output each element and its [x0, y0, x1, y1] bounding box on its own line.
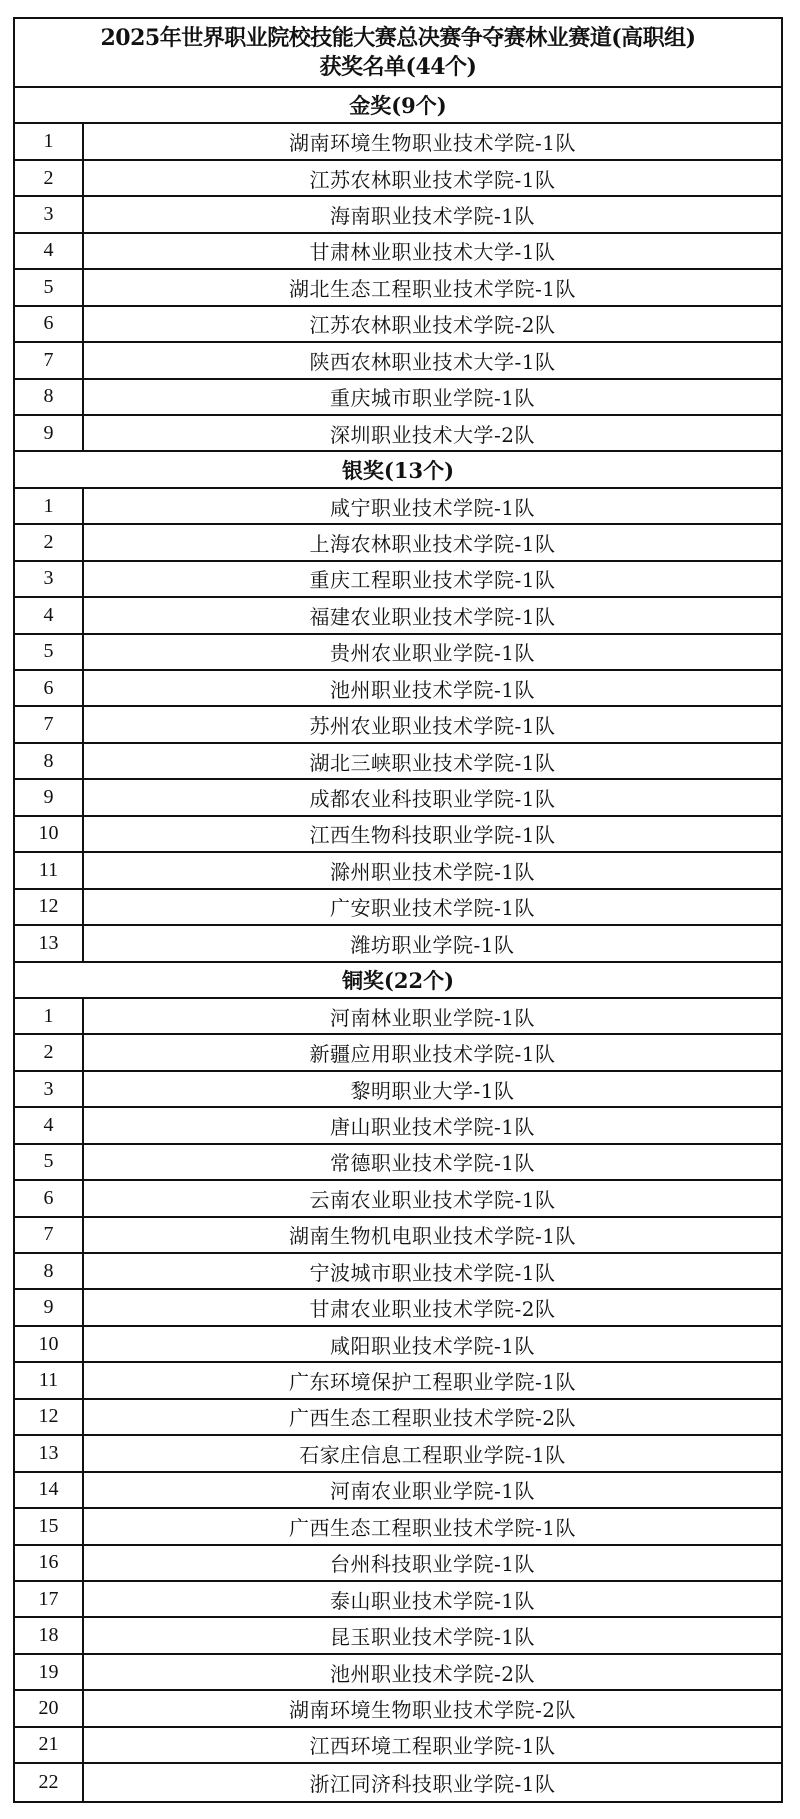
team-name: 河南林业职业学院-1队: [330, 1005, 535, 1030]
rank-number: 6: [15, 307, 84, 341]
team-name: 海南职业技术学院-1队: [330, 204, 535, 229]
table-row: [15, 744, 781, 780]
rank-number: 2: [15, 1035, 84, 1069]
rank-number: 10: [15, 1327, 84, 1361]
team-name: 唐山职业技术学院-1队: [330, 1114, 535, 1139]
rank-number: 15: [15, 1509, 84, 1543]
section-gold: [15, 88, 781, 452]
rank-number: 21: [15, 1728, 84, 1762]
team-name: 石家庄信息工程职业学院-1队: [299, 1442, 566, 1467]
team-name: 咸宁职业技术学院-1队: [330, 495, 535, 520]
rank-number: 18: [15, 1618, 84, 1652]
rank-number: 5: [15, 635, 84, 669]
team-name: 江西环境工程职业学院-1队: [309, 1734, 556, 1759]
team-name: 江苏农林职业技术学院-2队: [309, 313, 556, 338]
table-row: [15, 1618, 781, 1654]
table-row: [15, 1546, 781, 1582]
table-row: [15, 1473, 781, 1509]
team-name: 宁波城市职业技术学院-1队: [309, 1260, 556, 1285]
table-row: [15, 1728, 781, 1764]
table-row: [15, 234, 781, 270]
rank-number: 2: [15, 161, 84, 195]
table-row: [15, 416, 781, 452]
rank-number: 3: [15, 562, 84, 596]
team-name: 湖南环境生物职业技术学院-2队: [289, 1697, 576, 1722]
title-line-1: 2025年世界职业院校技能大赛总决赛争夺赛林业赛道(高职组): [100, 24, 696, 51]
table-row: [15, 525, 781, 561]
team-name: 贵州农业职业学院-1队: [330, 641, 535, 666]
table-row: [15, 562, 781, 598]
table-row: [15, 1363, 781, 1399]
team-name: 陕西农林职业技术大学-1队: [309, 349, 556, 374]
rank-number: 7: [15, 343, 84, 377]
rank-number: 7: [15, 707, 84, 741]
rank-number: 3: [15, 1072, 84, 1106]
rank-number: 16: [15, 1546, 84, 1580]
team-name: 江苏农林职业技术学院-1队: [309, 167, 556, 192]
table-row: [15, 270, 781, 306]
team-name: 重庆城市职业学院-1队: [330, 386, 535, 411]
rank-number: 17: [15, 1582, 84, 1616]
team-name: 江西生物科技职业学院-1队: [309, 823, 556, 848]
team-name: 广西生态工程职业技术学院-2队: [289, 1406, 576, 1431]
team-name: 滁州职业技术学院-1队: [330, 859, 535, 884]
team-name: 广东环境保护工程职业学院-1队: [289, 1370, 576, 1395]
rank-number: 1: [15, 124, 84, 158]
table-row: [15, 1509, 781, 1545]
table-row: [15, 635, 781, 671]
table-row: [15, 999, 781, 1035]
table-row: [15, 926, 781, 962]
team-name: 常德职业技术学院-1队: [330, 1151, 535, 1176]
rank-number: 2: [15, 525, 84, 559]
table-row: [15, 1691, 781, 1727]
team-name: 深圳职业技术大学-2队: [330, 422, 535, 447]
section-header: 金奖(9个): [15, 88, 781, 124]
section-bronze: [15, 963, 781, 1801]
table-row: [15, 197, 781, 233]
rank-number: 3: [15, 197, 84, 231]
table-row: [15, 1400, 781, 1436]
team-name: 台州科技职业学院-1队: [330, 1552, 535, 1577]
team-name: 潍坊职业学院-1队: [350, 932, 515, 957]
team-name: 黎明职业大学-1队: [350, 1078, 515, 1103]
rank-number: 4: [15, 598, 84, 632]
rank-number: 9: [15, 1290, 84, 1324]
table-row: [15, 380, 781, 416]
rank-number: 1: [15, 999, 84, 1033]
rank-number: 4: [15, 1108, 84, 1142]
section-header: 银奖(13个): [15, 452, 781, 488]
table-row: [15, 307, 781, 343]
rank-number: 5: [15, 1145, 84, 1179]
title-line-2: 获奖名单(44个): [319, 53, 477, 80]
team-name: 甘肃农业职业技术学院-2队: [309, 1297, 556, 1322]
rank-number: 8: [15, 1254, 84, 1288]
rank-number: 14: [15, 1473, 84, 1507]
team-name: 湖北生态工程职业技术学院-1队: [289, 276, 576, 301]
table-row: [15, 1108, 781, 1144]
table-row: [15, 1655, 781, 1691]
rank-number: 6: [15, 671, 84, 705]
table-row: [15, 853, 781, 889]
table-row: [15, 1436, 781, 1472]
team-name: 新疆应用职业技术学院-1队: [309, 1042, 556, 1067]
rank-number: 20: [15, 1691, 84, 1725]
team-name: 湖北三峡职业技术学院-1队: [309, 750, 556, 775]
table-row: [15, 707, 781, 743]
team-name: 湖南生物机电职业技术学院-1队: [289, 1224, 576, 1249]
section-rows: [15, 999, 781, 1801]
team-name: 苏州农业职业技术学院-1队: [309, 714, 556, 739]
rank-number: 5: [15, 270, 84, 304]
rank-number: 19: [15, 1655, 84, 1689]
table-row: [15, 598, 781, 634]
table-row: [15, 1254, 781, 1290]
section-header: 铜奖(22个): [15, 963, 781, 999]
rank-number: 10: [15, 817, 84, 851]
rank-number: 1: [15, 489, 84, 523]
rank-number: 9: [15, 780, 84, 814]
team-name: 咸阳职业技术学院-1队: [330, 1333, 535, 1358]
table-row: [15, 780, 781, 816]
table-row: [15, 1072, 781, 1108]
rank-number: 13: [15, 1436, 84, 1470]
table-row: [15, 1181, 781, 1217]
team-name: 河南农业职业学院-1队: [330, 1479, 535, 1504]
rank-number: 12: [15, 1400, 84, 1434]
table-row: [15, 1145, 781, 1181]
team-name: 湖南环境生物职业技术学院-1队: [289, 131, 576, 156]
team-name: 广安职业技术学院-1队: [330, 896, 535, 921]
team-name: 泰山职业技术学院-1队: [330, 1588, 535, 1613]
rank-number: 4: [15, 234, 84, 268]
table-row: [15, 161, 781, 197]
table-row: [15, 890, 781, 926]
team-name: 池州职业技术学院-1队: [330, 677, 535, 702]
table-row: [15, 817, 781, 853]
rank-number: 12: [15, 890, 84, 924]
document-title: [15, 19, 781, 88]
team-name: 云南农业职业技术学院-1队: [309, 1187, 556, 1212]
rank-number: 9: [15, 416, 84, 450]
team-name: 浙江同济科技职业学院-1队: [309, 1771, 556, 1796]
section-rows: [15, 124, 781, 452]
rank-number: 6: [15, 1181, 84, 1215]
table-row: [15, 124, 781, 160]
rank-number: 8: [15, 380, 84, 414]
team-name: 成都农业科技职业学院-1队: [309, 787, 556, 812]
table-row: [15, 1035, 781, 1071]
section-rows: [15, 489, 781, 963]
table-row: [15, 1290, 781, 1326]
team-name: 广西生态工程职业技术学院-1队: [289, 1515, 576, 1540]
table-row: [15, 1327, 781, 1363]
team-name: 昆玉职业技术学院-1队: [330, 1625, 535, 1650]
table-row: [15, 489, 781, 525]
rank-number: 8: [15, 744, 84, 778]
team-name: 甘肃林业职业技术大学-1队: [309, 240, 556, 265]
rank-number: 7: [15, 1218, 84, 1252]
award-list-table: [13, 17, 783, 1803]
team-name: 重庆工程职业技术学院-1队: [309, 568, 556, 593]
rank-number: 11: [15, 1363, 84, 1397]
table-row: [15, 343, 781, 379]
award-sections: [15, 88, 781, 1801]
section-silver: [15, 452, 781, 962]
rank-number: 22: [15, 1764, 84, 1800]
team-name: 池州职业技术学院-2队: [330, 1661, 535, 1686]
rank-number: 13: [15, 926, 84, 960]
table-row: [15, 1764, 781, 1800]
table-row: [15, 1582, 781, 1618]
table-row: [15, 671, 781, 707]
rank-number: 11: [15, 853, 84, 887]
team-name: 福建农业职业技术学院-1队: [309, 604, 556, 629]
table-row: [15, 1218, 781, 1254]
team-name: 上海农林职业技术学院-1队: [309, 531, 556, 556]
